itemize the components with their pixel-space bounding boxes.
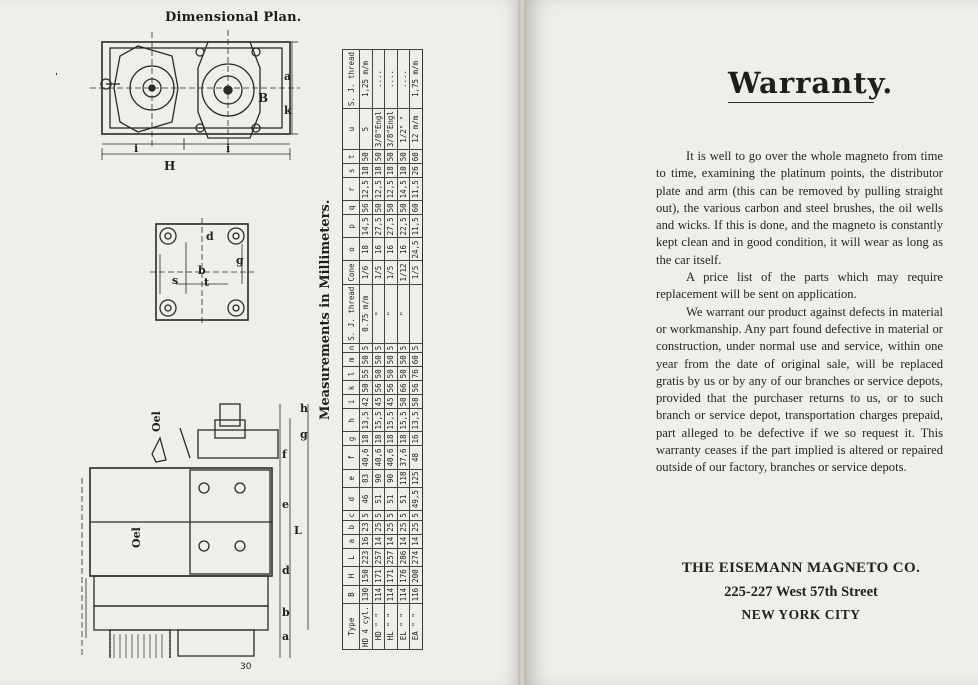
table-header-cell: m	[343, 353, 360, 367]
table-cell: 14	[410, 534, 423, 548]
dim-label-a2: a	[282, 630, 290, 643]
dim-label-s: s	[172, 274, 179, 287]
table-cell: 118	[397, 469, 410, 488]
table-cell: 3/8"Engl	[385, 109, 398, 150]
table-cell: 150	[360, 567, 373, 586]
table-cell: 5	[397, 343, 410, 353]
table-cell: 18	[360, 164, 373, 178]
dim-label-f: f	[282, 448, 287, 461]
table-cell: 50	[385, 150, 398, 164]
table-row	[372, 49, 385, 649]
table-cell: 114	[385, 585, 398, 604]
table-cell: 25	[385, 520, 398, 534]
dim-label-b: b	[198, 264, 206, 277]
table-cell: 18	[360, 238, 373, 261]
company-city: NEW YORK CITY	[741, 607, 861, 622]
table-cell: ....	[385, 49, 398, 108]
dimensional-drawings	[60, 28, 310, 658]
table-cell: "	[397, 284, 410, 343]
table-row	[397, 49, 410, 649]
table-cell: 16	[397, 238, 410, 261]
table-cell: 16	[360, 534, 373, 548]
side-view-drawing	[82, 404, 308, 658]
company-name: THE EISEMANN MAGNETO CO.	[681, 560, 921, 576]
table-header-cell: q	[343, 201, 360, 215]
table-header-cell: L	[343, 548, 360, 567]
table-header-row	[343, 49, 360, 649]
dim-label-h: h	[300, 402, 308, 415]
table-cell: 5	[397, 511, 410, 521]
table-cell: HD " "	[372, 604, 385, 650]
table-cell: 12,5	[360, 178, 373, 201]
dim-label-g2: g	[300, 428, 308, 441]
table-cell: 50	[360, 150, 373, 164]
table-cell: 1/6	[360, 261, 373, 284]
table-cell: 18	[385, 432, 398, 446]
table-header-cell: k	[343, 381, 360, 395]
table-cell: 10	[397, 164, 410, 178]
table-cell: 50	[372, 367, 385, 381]
table-cell: 50	[385, 353, 398, 367]
table-cell: 257	[385, 548, 398, 567]
measurements-title: Measurements in Millimeters.	[318, 199, 333, 420]
table-cell: 5	[360, 511, 373, 521]
table-cell: 51	[385, 488, 398, 511]
table-cell: 49,5	[410, 488, 423, 511]
table-cell: 56	[385, 381, 398, 395]
warranty-paragraph-price-list: A price list of the parts which may require replacement will be sent on application.	[656, 270, 943, 302]
table-cell: 50	[385, 367, 398, 381]
dim-label-g: g	[236, 254, 244, 267]
table-cell: 1/2" "	[397, 109, 410, 150]
table-cell: 14,5	[360, 215, 373, 238]
table-row	[385, 49, 398, 649]
table-cell: 50	[372, 201, 385, 215]
table-cell: 18	[372, 432, 385, 446]
table-cell: 12 m/m	[410, 109, 423, 150]
table-cell: 15,5	[397, 409, 410, 432]
dim-label-e: e	[282, 498, 289, 511]
dim-label-oel-top: Oel	[150, 411, 163, 432]
table-header-cell: B	[343, 585, 360, 604]
table-cell: 56	[410, 381, 423, 395]
table-cell: HD 4 cyl.	[360, 604, 373, 650]
table-cell: 25	[410, 520, 423, 534]
table-row	[360, 49, 373, 649]
table-cell: 1,75 m/m	[410, 49, 423, 108]
table-header-cell: a	[343, 534, 360, 548]
table-cell: 5	[385, 511, 398, 521]
table-cell: 45	[372, 395, 385, 409]
warranty-title: Warranty.	[728, 66, 894, 100]
table-cell: 42	[360, 395, 373, 409]
dim-label-b2: b	[282, 606, 290, 619]
dim-label-B: B	[258, 91, 269, 105]
table-cell: 14	[385, 534, 398, 548]
company-block	[656, 560, 946, 623]
table-cell: 16	[385, 238, 398, 261]
measurements-table	[342, 49, 423, 650]
table-cell: 40,6	[372, 446, 385, 469]
stray-mark: ’	[54, 71, 61, 84]
dim-label-i: i	[134, 142, 139, 155]
table-cell: 5	[410, 343, 423, 353]
table-cell: 11,5	[410, 178, 423, 201]
table-cell: 1/5	[372, 261, 385, 284]
warranty-paragraph-terms: We warrant our product against defects in material or workmanship. Any part found defective in material or construction, under normal use and service, within one year from the date of original sale, will be replaced gratis by us or by any of our branches or service depots, provided that the purchaser returns to us, or to such branch or service depot, transportation charges prepaid, part alleged to be defective if we so request it. This warranty ceases if the part implied is altered or repaired outside of our factory, branches or service depots.	[656, 304, 943, 475]
warranty-paragraph-maintenance: It is well to go over the whole magneto from time to time, examining the platinum points, the distributor plate and arm (this can be removed by pulling straight out), the various carbon and steel brushes, the oil wells and wicks. If this is done, and the magneto is constantly kept clean and in good condition, it will wear as long as the car itself.	[656, 149, 943, 267]
table-cell: 51	[397, 488, 410, 511]
table-cell: 18	[397, 432, 410, 446]
warranty-title-rule	[728, 102, 874, 103]
table-cell: 50	[397, 353, 410, 367]
table-cell: 286	[397, 548, 410, 567]
table-cell: HL " "	[385, 604, 398, 650]
table-cell: 45	[385, 395, 398, 409]
dim-label-oel-side: Oel	[130, 527, 143, 548]
table-cell: 18	[360, 432, 373, 446]
table-cell: 18	[385, 164, 398, 178]
table-cell: 12,5	[385, 178, 398, 201]
table-cell: 5	[372, 511, 385, 521]
table-cell: ....	[397, 49, 410, 108]
table-cell: 56	[360, 201, 373, 215]
table-cell: 48	[410, 446, 423, 469]
table-cell: 18	[372, 164, 385, 178]
table-cell: 56	[372, 381, 385, 395]
table-cell: 16	[410, 432, 423, 446]
table-cell: ....	[372, 49, 385, 108]
table-cell: 60	[410, 353, 423, 367]
table-cell: 114	[372, 585, 385, 604]
table-cell: 23	[360, 520, 373, 534]
table-cell: 171	[385, 567, 398, 586]
table-cell: 116	[410, 585, 423, 604]
table-cell: 1/5	[410, 261, 423, 284]
table-cell: 58	[410, 395, 423, 409]
table-header-cell: o	[343, 238, 360, 261]
table-cell: 274	[410, 548, 423, 567]
book-gutter	[518, 0, 526, 685]
table-cell: 3/8"Engl	[372, 109, 385, 150]
dim-label-a: a	[284, 70, 292, 83]
table-cell: 1,25 m/m	[360, 49, 373, 108]
table-header-cell: i	[343, 395, 360, 409]
table-cell: 15,5	[385, 409, 398, 432]
table-cell: 40,6	[360, 446, 373, 469]
dim-label-k: k	[284, 104, 292, 117]
table-cell: 50	[397, 367, 410, 381]
table-cell: 15,5	[372, 409, 385, 432]
table-cell: 50	[372, 150, 385, 164]
table-header-cell: S. J. thread	[343, 284, 360, 343]
table-cell: 40,6	[385, 446, 398, 469]
table-cell: 76	[410, 367, 423, 381]
table-cell: 46	[360, 488, 373, 511]
table-cell	[410, 284, 423, 343]
measurements-table-rotated	[342, 49, 423, 650]
table-cell: 5	[360, 109, 373, 150]
table-cell: 50	[397, 201, 410, 215]
table-cell: 0.75 m/m	[360, 284, 373, 343]
warranty-body	[656, 148, 943, 477]
table-cell: 24,5	[410, 238, 423, 261]
table-cell: 25	[397, 520, 410, 534]
table-cell: 50	[360, 353, 373, 367]
dim-label-d: d	[206, 230, 214, 243]
table-header-cell: Cone	[343, 261, 360, 284]
table-cell: 5	[360, 343, 373, 353]
table-header-cell: H	[343, 567, 360, 586]
table-cell: 5	[372, 343, 385, 353]
dim-label-L: L	[294, 524, 302, 537]
table-header-cell: Type	[343, 604, 360, 650]
table-cell: 66	[397, 381, 410, 395]
table-cell: 60	[410, 150, 423, 164]
table-cell: 5	[410, 511, 423, 521]
table-cell: 50	[385, 201, 398, 215]
table-cell: 27,5	[385, 215, 398, 238]
dim-label-i2: i	[226, 142, 231, 155]
table-cell: EL " "	[397, 604, 410, 650]
table-cell: 171	[372, 567, 385, 586]
table-cell: 14,5	[397, 178, 410, 201]
table-header-cell: n	[343, 343, 360, 353]
table-cell: 130	[360, 585, 373, 604]
table-cell: 27,5	[372, 215, 385, 238]
top-view-drawing	[90, 30, 300, 160]
table-cell: 114	[397, 585, 410, 604]
table-cell: 14	[397, 534, 410, 548]
table-cell: 13,5	[410, 409, 423, 432]
table-cell: 50	[372, 353, 385, 367]
table-header-cell: S. J. thread	[343, 49, 360, 108]
table-cell: 50	[397, 395, 410, 409]
table-cell: 223	[360, 548, 373, 567]
dim-label-d2: d	[282, 564, 290, 577]
table-cell: 90	[372, 469, 385, 488]
dim-label-H: H	[164, 159, 176, 173]
dim-label-t: t	[204, 276, 210, 289]
company-address: 225-227 West 57th Street	[724, 584, 878, 600]
table-cell: "	[372, 284, 385, 343]
table-header-cell: p	[343, 215, 360, 238]
table-cell: 83	[360, 469, 373, 488]
table-header-cell: s	[343, 164, 360, 178]
table-header-cell: l	[343, 367, 360, 381]
table-header-cell: r	[343, 178, 360, 201]
table-cell: 176	[397, 567, 410, 586]
table-cell: 257	[372, 548, 385, 567]
table-header-cell: f	[343, 446, 360, 469]
table-cell: "	[385, 284, 398, 343]
table-cell: 90	[385, 469, 398, 488]
table-cell: 25	[372, 520, 385, 534]
table-header-cell: d	[343, 488, 360, 511]
table-cell: 16	[372, 238, 385, 261]
table-cell: 12,5	[372, 178, 385, 201]
table-cell: 1/12	[397, 261, 410, 284]
table-cell: 50	[360, 381, 373, 395]
table-cell: 60	[410, 201, 423, 215]
table-row	[410, 49, 423, 649]
table-header-cell: c	[343, 511, 360, 521]
table-cell: 50	[397, 150, 410, 164]
dimensional-plan-heading: Dimensional Plan.	[165, 10, 302, 25]
table-cell: EA " "	[410, 604, 423, 650]
table-cell: 200	[410, 567, 423, 586]
table-header-cell: e	[343, 469, 360, 488]
table-cell: 37,6	[397, 446, 410, 469]
table-header-cell: h	[343, 409, 360, 432]
table-header-cell: b	[343, 520, 360, 534]
table-cell: 55	[360, 367, 373, 381]
table-header-cell: g	[343, 432, 360, 446]
table-cell: 125	[410, 469, 423, 488]
table-cell: 22,5	[397, 215, 410, 238]
table-cell: 5	[385, 343, 398, 353]
page-number: 30	[240, 662, 252, 672]
table-header-cell: t	[343, 150, 360, 164]
table-cell: 51	[372, 488, 385, 511]
table-cell: 26	[410, 164, 423, 178]
table-cell: 1/5	[385, 261, 398, 284]
table-cell: 11,5	[410, 215, 423, 238]
table-header-cell: u	[343, 109, 360, 150]
table-cell: 13,5	[360, 409, 373, 432]
table-cell: 14	[372, 534, 385, 548]
